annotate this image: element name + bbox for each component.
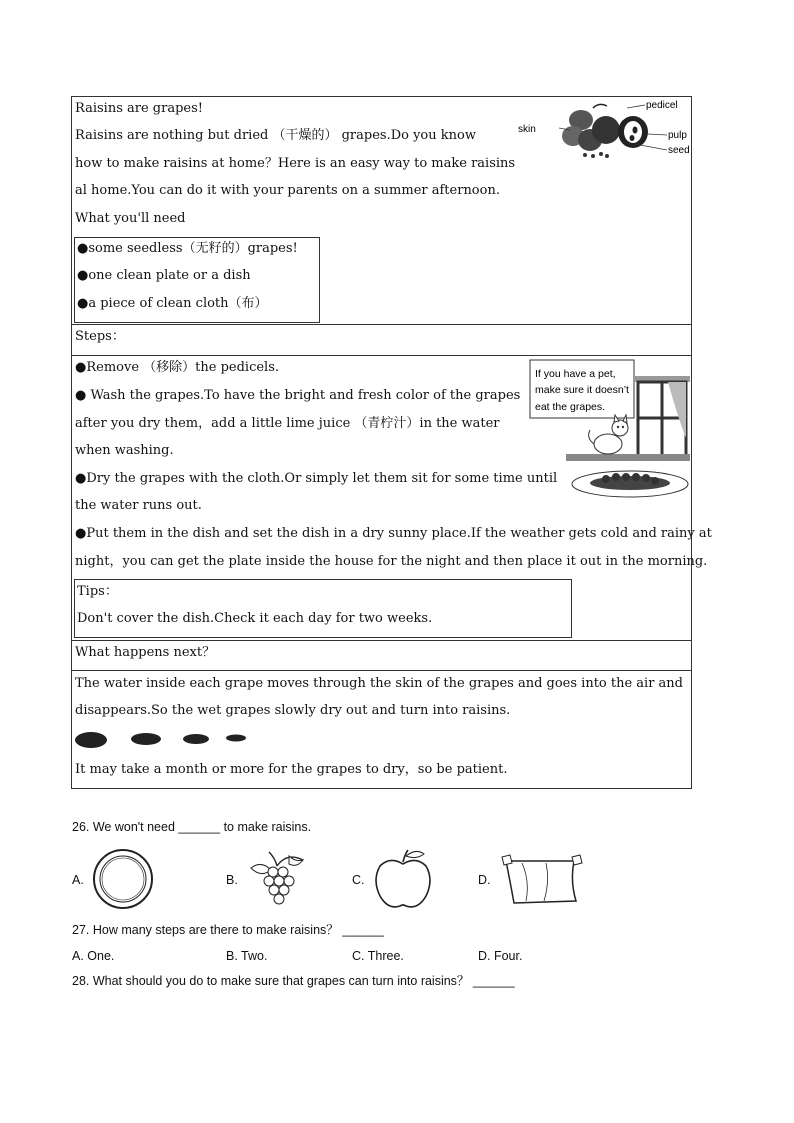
option-a[interactable]: A. — [72, 873, 84, 887]
next-line: It may take a month or more for the grapes to dry，so be patient. — [75, 762, 508, 777]
grape-bunch-icon — [562, 104, 648, 158]
shrinking-grapes-icon — [74, 730, 254, 750]
need-heading: What you'll need — [75, 211, 186, 226]
skin-label: skin — [518, 124, 536, 135]
next-heading: What happens next？ — [75, 645, 216, 660]
intro-line: Raisins are nothing but dried （干燥的） grapes.Do you know — [75, 128, 476, 143]
tips-text: Don't cover the dish.Check it each day for two weeks. — [77, 611, 433, 626]
pet-note-line: If you have a pet, — [535, 368, 616, 380]
seed-label: seed — [668, 145, 690, 156]
step-line: ●Dry the grapes with the cloth.Or simply let them sit for some time until — [75, 471, 558, 486]
passage-title: Raisins are grapes! — [75, 101, 203, 116]
option-c[interactable]: C. Three. — [352, 949, 404, 963]
need-item: ●one clean plate or a dish — [77, 268, 251, 283]
grapes-icon — [247, 848, 309, 910]
pet-illustration — [528, 358, 690, 500]
divider-next — [71, 640, 692, 641]
pedicel-label: pedicel — [646, 100, 678, 111]
step-line: when washing. — [75, 443, 174, 458]
grape-dish-icon — [572, 471, 688, 497]
cat-icon — [589, 415, 628, 454]
question-28-stem: 28. What should you do to make sure that grapes can turn into raisins？ ______ — [72, 974, 515, 988]
apple-icon — [372, 846, 434, 912]
need-item: ●some seedless（无籽的）grapes! — [77, 241, 298, 256]
step-line: after you dry them，add a little lime juice （青柠汁）in the water — [75, 416, 500, 431]
option-b[interactable]: B. — [226, 873, 238, 887]
pet-note-line: eat the grapes. — [535, 401, 606, 413]
window-icon — [634, 376, 690, 456]
need-item: ●a piece of clean cloth（布） — [77, 296, 268, 311]
step-line: ● Wash the grapes.To have the bright and fresh color of the grapes — [75, 388, 521, 403]
next-line: disappears.So the wet grapes slowly dry out and turn into raisins. — [75, 703, 511, 718]
question-27-stem: 27. How many steps are there to make raisins？ ______ — [72, 923, 384, 937]
intro-line: how to make raisins at home？Here is an easy way to make raisins — [75, 156, 516, 171]
step-line: night，you can get the plate inside the house for the night and then place it out in the morning. — [75, 554, 708, 569]
tips-title: Tips： — [77, 584, 118, 599]
grape-diagram — [515, 98, 690, 164]
question-26-stem: 26. We won't need ______ to make raisins. — [72, 820, 312, 834]
divider-next-body — [71, 670, 692, 671]
plate-icon — [92, 848, 154, 910]
divider-steps — [71, 324, 692, 325]
intro-line: al home.You can do it with your parents on a summer afternoon. — [75, 183, 500, 198]
option-d[interactable]: D. — [478, 873, 491, 887]
tips-box — [74, 579, 572, 638]
option-d[interactable]: D. Four. — [478, 949, 523, 963]
option-c[interactable]: C. — [352, 873, 365, 887]
option-a[interactable]: A. One. — [72, 949, 115, 963]
option-b[interactable]: B. Two. — [226, 949, 268, 963]
steps-heading: Steps： — [75, 329, 125, 344]
pet-note-line: make sure it doesn’t — [535, 384, 629, 396]
divider-steps-body — [71, 355, 692, 356]
step-line: ●Put them in the dish and set the dish in a dry sunny place.If the weather gets cold and rainy at — [75, 526, 712, 541]
next-line: The water inside each grape moves through the skin of the grapes and goes into the air and — [75, 676, 684, 691]
step-line: the water runs out. — [75, 498, 202, 513]
pulp-label: pulp — [668, 130, 687, 141]
cloth-icon — [500, 851, 584, 907]
step-line: ●Remove （移除）the pedicels. — [75, 360, 280, 375]
